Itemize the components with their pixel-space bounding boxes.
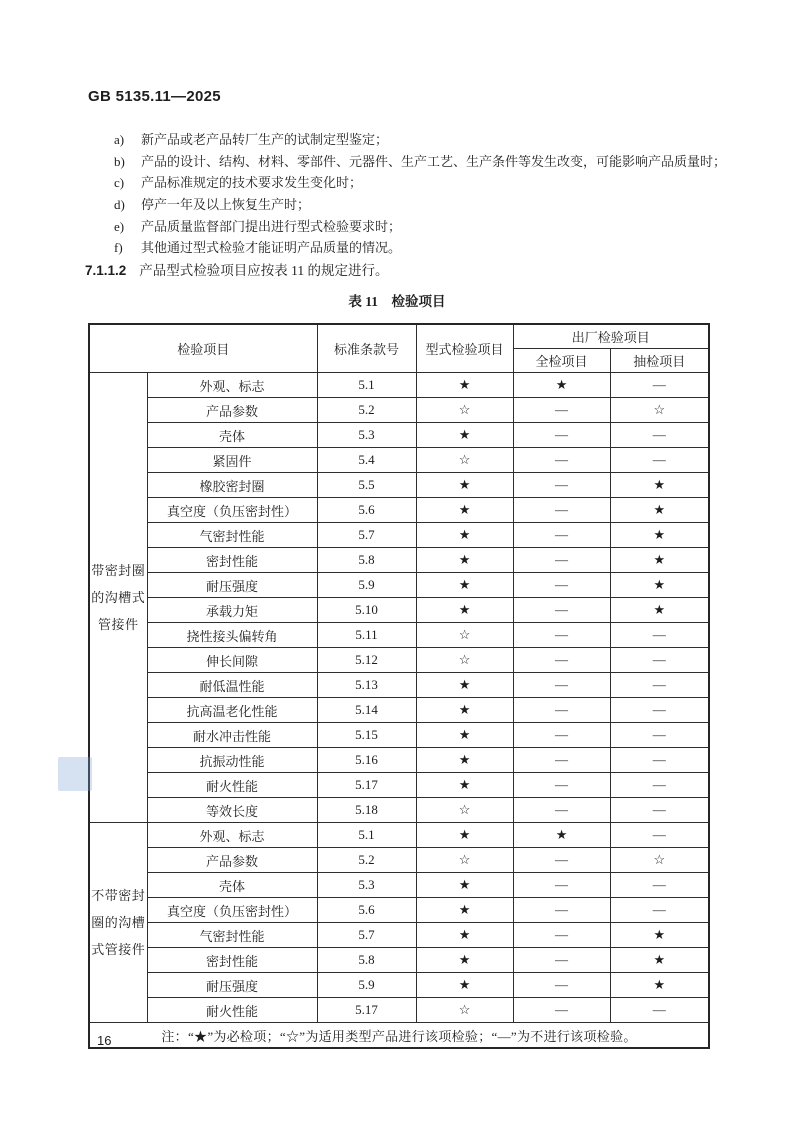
list-item-text: 新产品或老产品转厂生产的试制定型鉴定； — [141, 132, 389, 147]
full-test-cell: — — [513, 898, 610, 923]
type-test-cell: ☆ — [416, 798, 513, 823]
full-test-cell: — — [513, 973, 610, 998]
table-row — [89, 723, 709, 748]
type-test-cell: ☆ — [416, 648, 513, 673]
item-name-cell: 承载力矩 — [147, 598, 317, 623]
table-row — [89, 923, 709, 948]
table-row — [89, 548, 709, 573]
clause-no-cell: 5.10 — [317, 598, 416, 623]
item-name-cell: 耐低温性能 — [147, 673, 317, 698]
item-name-cell: 产品参数 — [147, 398, 317, 423]
type-test-cell: ★ — [416, 698, 513, 723]
clause-no-cell: 5.2 — [317, 848, 416, 873]
full-test-cell: — — [513, 623, 610, 648]
sampling-test-cell: — — [610, 873, 709, 898]
full-test-cell: — — [513, 773, 610, 798]
clause-7112 — [85, 259, 389, 279]
sampling-test-cell: — — [610, 698, 709, 723]
item-name-cell: 抗振动性能 — [147, 748, 317, 773]
clause-no-cell: 5.8 — [317, 948, 416, 973]
sampling-test-cell: ★ — [610, 473, 709, 498]
type-test-cell: ★ — [416, 573, 513, 598]
list-item-marker: c) — [114, 175, 125, 191]
type-test-cell: ★ — [416, 948, 513, 973]
type-test-cell: ★ — [416, 773, 513, 798]
item-name-cell: 等效长度 — [147, 798, 317, 823]
sampling-test-cell: — — [610, 423, 709, 448]
inspection-table-body — [89, 373, 709, 1023]
item-name-cell: 密封性能 — [147, 948, 317, 973]
item-name-cell: 伸长间隙 — [147, 648, 317, 673]
ordered-list — [114, 132, 726, 262]
sampling-test-cell: ★ — [610, 573, 709, 598]
clause-no-cell: 5.8 — [317, 548, 416, 573]
clause-no-cell: 5.7 — [317, 923, 416, 948]
table-row — [89, 748, 709, 773]
item-name-cell: 橡胶密封圈 — [147, 473, 317, 498]
table-title: 表 11 检验项目 — [348, 294, 446, 309]
item-name-cell: 耐压强度 — [147, 973, 317, 998]
clause-no-cell: 5.2 — [317, 398, 416, 423]
header-type-test: 型式检验项目 — [416, 324, 513, 373]
table-row — [89, 898, 709, 923]
header-sampling-test: 抽检项目 — [610, 349, 709, 373]
sampling-test-cell: — — [610, 623, 709, 648]
sampling-test-cell: — — [610, 748, 709, 773]
sampling-test-cell: — — [610, 798, 709, 823]
sampling-test-cell: — — [610, 998, 709, 1023]
table-row — [89, 448, 709, 473]
list-item — [114, 132, 726, 148]
type-test-cell: ★ — [416, 973, 513, 998]
type-test-cell: ★ — [416, 898, 513, 923]
full-test-cell: — — [513, 548, 610, 573]
sampling-test-cell: — — [610, 773, 709, 798]
sampling-test-cell: ★ — [610, 498, 709, 523]
item-name-cell: 耐火性能 — [147, 773, 317, 798]
clause-no-cell: 5.14 — [317, 698, 416, 723]
table-note: 注：“★”为必检项；“☆”为适用类型产品进行该项检验；“—”为不进行该项检验。 — [89, 1023, 709, 1049]
full-test-cell: — — [513, 873, 610, 898]
table-row — [89, 873, 709, 898]
full-test-cell: — — [513, 648, 610, 673]
table-row — [89, 848, 709, 873]
list-item-text: 产品质量监督部门提出进行型式检验要求时； — [141, 218, 402, 234]
type-test-cell: ★ — [416, 923, 513, 948]
clause-no-cell: 5.4 — [317, 448, 416, 473]
group-label: 不带密封圈的沟槽式管接件 — [89, 823, 147, 1023]
list-item — [114, 219, 726, 235]
clause-no-cell: 5.9 — [317, 573, 416, 598]
list-item-marker: b) — [114, 153, 125, 169]
type-test-cell: ☆ — [416, 998, 513, 1023]
type-test-cell: ★ — [416, 423, 513, 448]
item-name-cell: 耐水冲击性能 — [147, 723, 317, 748]
item-name-cell: 壳体 — [147, 423, 317, 448]
header-clause-no: 标准条款号 — [317, 324, 416, 373]
full-test-cell: — — [513, 673, 610, 698]
table-row — [89, 623, 709, 648]
type-test-cell: ★ — [416, 673, 513, 698]
sampling-test-cell: — — [610, 648, 709, 673]
item-name-cell: 挠性接头偏转角 — [147, 623, 317, 648]
clause-no-cell: 5.12 — [317, 648, 416, 673]
standard-number: GB 5135.11—2025 — [88, 88, 221, 105]
table-row — [89, 398, 709, 423]
item-name-cell: 紧固件 — [147, 448, 317, 473]
clause-no-cell: 5.11 — [317, 623, 416, 648]
item-name-cell: 产品参数 — [147, 848, 317, 873]
type-test-cell: ★ — [416, 473, 513, 498]
type-test-cell: ☆ — [416, 623, 513, 648]
full-test-cell: — — [513, 798, 610, 823]
full-test-cell: — — [513, 923, 610, 948]
header-full-test: 全检项目 — [513, 349, 610, 373]
item-name-cell: 壳体 — [147, 873, 317, 898]
type-test-cell: ★ — [416, 548, 513, 573]
clause-no-cell: 5.16 — [317, 748, 416, 773]
full-test-cell: — — [513, 998, 610, 1023]
sampling-test-cell: ☆ — [610, 398, 709, 423]
clause-no-cell: 5.3 — [317, 423, 416, 448]
list-item-marker: e) — [114, 218, 125, 234]
clause-number: 7.1.1.2 — [85, 263, 127, 278]
type-test-cell: ★ — [416, 498, 513, 523]
table-row — [89, 773, 709, 798]
table-row — [89, 673, 709, 698]
full-test-cell: ★ — [513, 823, 610, 848]
list-item-text: 产品的设计、结构、材料、零部件、元器件、生产工艺、生产条件等发生改变，可能影响产品质量时； — [141, 153, 727, 169]
item-name-cell: 密封性能 — [147, 548, 317, 573]
type-test-cell: ★ — [416, 723, 513, 748]
item-name-cell: 真空度（负压密封性） — [147, 898, 317, 923]
clause-no-cell: 5.17 — [317, 773, 416, 798]
clause-no-cell: 5.13 — [317, 673, 416, 698]
list-item — [114, 175, 726, 191]
clause-no-cell: 5.1 — [317, 373, 416, 398]
full-test-cell: — — [513, 423, 610, 448]
item-name-cell: 耐压强度 — [147, 573, 317, 598]
full-test-cell: — — [513, 698, 610, 723]
header-factory-test: 出厂检验项目 — [513, 324, 709, 349]
table-row — [89, 373, 709, 398]
item-name-cell: 真空度（负压密封性） — [147, 498, 317, 523]
type-test-cell: ★ — [416, 523, 513, 548]
group-label: 带密封圈的沟槽式管接件 — [89, 373, 147, 823]
full-test-cell: — — [513, 723, 610, 748]
clause-no-cell: 5.15 — [317, 723, 416, 748]
clause-no-cell: 5.5 — [317, 473, 416, 498]
item-name-cell: 抗高温老化性能 — [147, 698, 317, 723]
sampling-test-cell: ★ — [610, 923, 709, 948]
type-test-cell: ☆ — [416, 398, 513, 423]
table-row — [89, 523, 709, 548]
table-row — [89, 973, 709, 998]
clause-no-cell: 5.9 — [317, 973, 416, 998]
watermark-fragment — [58, 757, 92, 791]
type-test-cell: ☆ — [416, 848, 513, 873]
sampling-test-cell: — — [610, 898, 709, 923]
item-name-cell: 气密封性能 — [147, 523, 317, 548]
sampling-test-cell: — — [610, 673, 709, 698]
type-test-cell: ☆ — [416, 448, 513, 473]
table-header — [89, 324, 709, 373]
clause-no-cell: 5.3 — [317, 873, 416, 898]
table-row — [89, 598, 709, 623]
list-item — [114, 154, 726, 170]
sampling-test-cell: — — [610, 373, 709, 398]
table-row — [89, 648, 709, 673]
type-test-cell: ★ — [416, 873, 513, 898]
sampling-test-cell: ★ — [610, 948, 709, 973]
clause-no-cell: 5.6 — [317, 498, 416, 523]
clause-no-cell: 5.18 — [317, 798, 416, 823]
item-name-cell: 气密封性能 — [147, 923, 317, 948]
type-test-cell: ★ — [416, 373, 513, 398]
sampling-test-cell: — — [610, 823, 709, 848]
type-test-cell: ★ — [416, 598, 513, 623]
sampling-test-cell: ★ — [610, 548, 709, 573]
table-row — [89, 423, 709, 448]
list-item — [114, 197, 726, 213]
full-test-cell: ★ — [513, 373, 610, 398]
full-test-cell: — — [513, 848, 610, 873]
list-item-marker: d) — [114, 197, 125, 213]
clause-no-cell: 5.6 — [317, 898, 416, 923]
full-test-cell: — — [513, 523, 610, 548]
sampling-test-cell: — — [610, 723, 709, 748]
list-item-text: 产品标准规定的技术要求发生变化时； — [141, 175, 363, 191]
sampling-test-cell: ★ — [610, 598, 709, 623]
clause-text: 产品型式检验项目应按表 11 的规定进行。 — [139, 263, 389, 278]
list-item-text: 其他通过型式检验才能证明产品质量的情况。 — [141, 240, 402, 256]
list-item-text: 停产一年及以上恢复生产时； — [141, 197, 311, 213]
type-test-cell: ★ — [416, 823, 513, 848]
table-row — [89, 573, 709, 598]
list-item — [114, 240, 726, 256]
clause-no-cell: 5.7 — [317, 523, 416, 548]
item-name-cell: 耐火性能 — [147, 998, 317, 1023]
inspection-items-table — [88, 323, 710, 1049]
table-row — [89, 823, 709, 848]
list-item-marker: f) — [114, 240, 123, 256]
clause-no-cell: 5.1 — [317, 823, 416, 848]
full-test-cell: — — [513, 748, 610, 773]
header-item: 检验项目 — [89, 324, 317, 373]
table-row — [89, 798, 709, 823]
table-row — [89, 498, 709, 523]
table-row — [89, 998, 709, 1023]
table-row — [89, 473, 709, 498]
page-number: 16 — [97, 1033, 112, 1048]
item-name-cell: 外观、标志 — [147, 373, 317, 398]
list-item-marker: a) — [114, 132, 125, 147]
table-row — [89, 948, 709, 973]
item-name-cell: 外观、标志 — [147, 823, 317, 848]
sampling-test-cell: — — [610, 448, 709, 473]
full-test-cell: — — [513, 398, 610, 423]
clause-no-cell: 5.17 — [317, 998, 416, 1023]
full-test-cell: — — [513, 598, 610, 623]
full-test-cell: — — [513, 948, 610, 973]
table-row — [89, 698, 709, 723]
full-test-cell: — — [513, 573, 610, 598]
full-test-cell: — — [513, 448, 610, 473]
full-test-cell: — — [513, 498, 610, 523]
type-test-cell: ★ — [416, 748, 513, 773]
sampling-test-cell: ★ — [610, 973, 709, 998]
sampling-test-cell: ☆ — [610, 848, 709, 873]
full-test-cell: — — [513, 473, 610, 498]
sampling-test-cell: ★ — [610, 523, 709, 548]
